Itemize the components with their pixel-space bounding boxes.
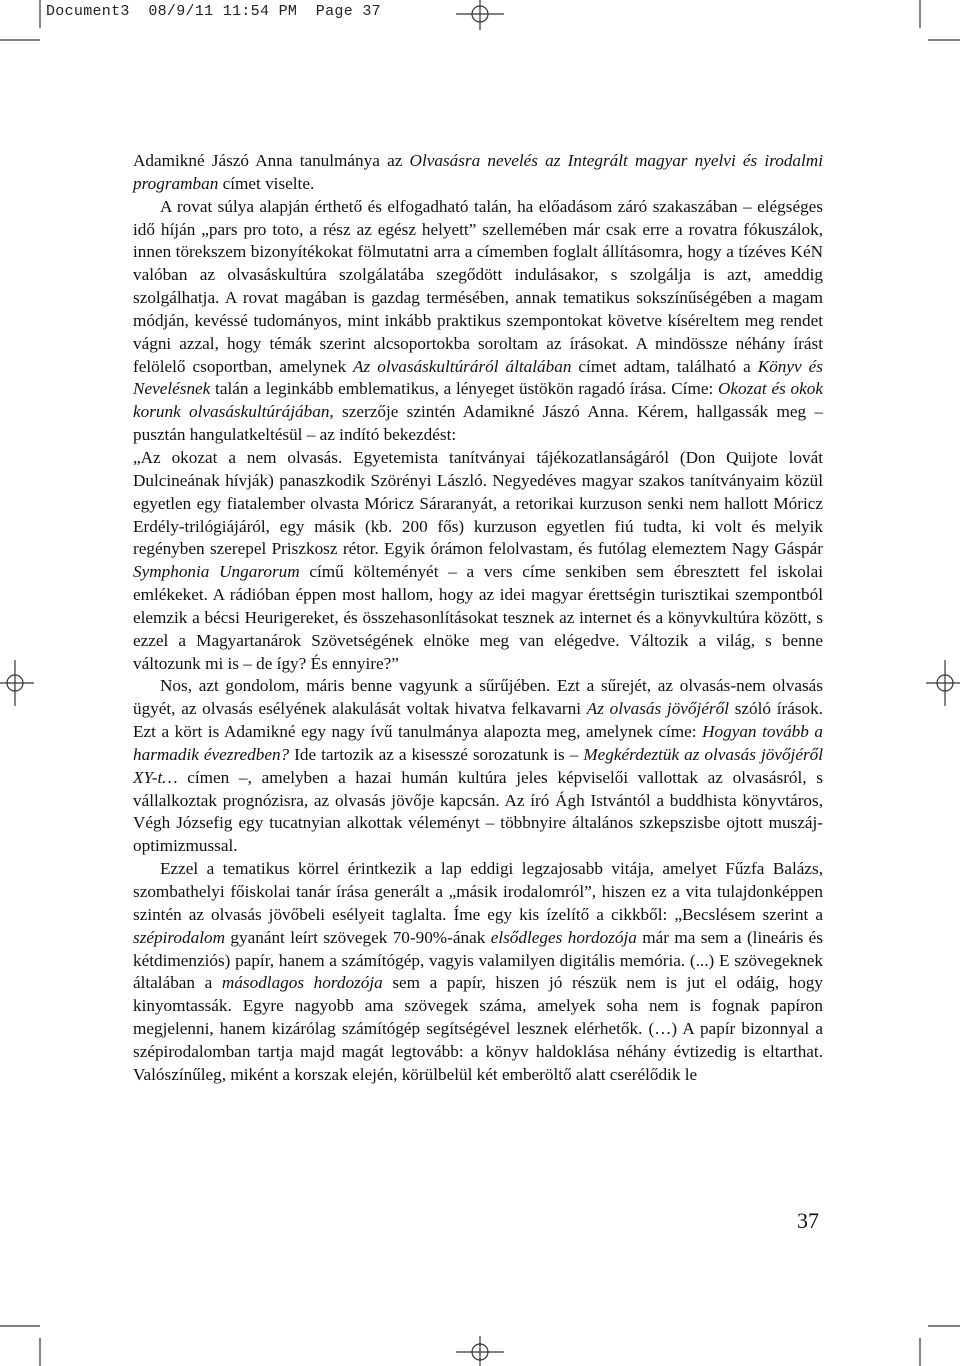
page-number: 37 xyxy=(797,1208,819,1233)
paragraph xyxy=(133,150,823,196)
italic-title-span: Okozat és okok korunk olvasáskultúrájában xyxy=(133,379,823,422)
text-span: „Az okozat a nem olvasás. Egyetemista tanítványai tájékozatlanságáról (Don Quijote lovát Dulcineának hívják) panaszkodik Szörényi László. Negyedéves magyar szakos tanítványaim közül egyetlen egy fiatalember olvasta Móricz Sáraranyát, a retorikai kurzuson senki nem hallott Móricz Erdély-trilógiájáról, egy másik (kb. 200 fős) kurzuson egyetlen fiú tudta, ki volt és melyik regényben szerepel Priszkosz rétor. Egyik órámon felolvastam, és futólag elemeztem Nagy Gáspár xyxy=(133,447,823,559)
italic-title-span: Könyv és Nevelésnek xyxy=(133,356,823,399)
slug-page-label: Page xyxy=(315,3,354,20)
italic-title-span: Olvasásra nevelés az Integrált magyar nyelvi és irodalmi programban xyxy=(133,151,823,193)
text-span: címen –, amelyben a hazai humán kultúra jeles képviselői vallottak az olvasásról, s vállalkoztak prognózisra, az olvasás jövője kapcsán. Az író Ágh Istvántól a buddhista könyvtáros, Végh Józsefig egy tucatnyian alkottak véleményt – többnyire általános szkepszisbe ojtott muszáj-optimizmussal. xyxy=(133,767,823,856)
text-span: címet adtam, található a xyxy=(571,356,758,376)
text-span: Nos, azt gondolom, máris benne vagyunk a sűrűjében. Ezt a sűrejét, az olvasás-nem olvasás ügyét, az olvasás esélyének alakulását voltak hivatva felkavarni xyxy=(133,676,823,719)
print-slug-line xyxy=(46,3,381,20)
italic-title-span: Megkérdeztük az olvasás jövőjéről XY-t… xyxy=(133,744,824,787)
text-span: című költeményét – a vers címe senkiben sem ébresztett fel iskolai emlékeket. A rádióban éppen most hallom, hogy az idei magyar érettségin turisztikai szempontból elemzik a bécsi Heurigereket, és összehasonlításokat tesznek az internet és a könyvkultúra között, s ezzel a Magyartanárok Szövetségének elnöke meg van elégedve. Változik a világ, s benne változunk mi is – de így? És ennyire?” xyxy=(133,562,823,673)
text-span: Adamikné Jászó Anna tanulmánya az xyxy=(133,151,410,170)
slug-time: 11:54 PM xyxy=(222,3,298,20)
text-span: gyanánt leírt szövegek 70-90%-ának xyxy=(225,927,491,947)
italic-title-span: Symphonia Ungarorum xyxy=(133,562,300,582)
slug-date: 08/9/11 xyxy=(148,3,214,20)
slug-page-number: 37 xyxy=(362,3,381,20)
italic-title-span: Az olvasáskultúráról általában xyxy=(353,356,572,376)
italic-title-span: elsődleges hordozója xyxy=(490,927,637,947)
text-span: szóló írások. Ezt a kört is Adamikné egy nagy ívű tanulmánya alapozta meg, amelynek címe: xyxy=(133,699,823,742)
text-span: már ma sem a (lineáris és kétdimenziós) papír, hanem a számítógép, vagyis valamilyen digitális memória. (...) E szövegeknek általában a xyxy=(133,927,823,993)
paragraph xyxy=(133,675,823,858)
text-span: , szerzője szintén Adamikné Jászó Anna. Kérem, hallgassák meg – pusztán hangulatkeltésül – az indító bekezdést: xyxy=(133,402,823,445)
text-span: A rovat súlya alapján érthető és elfogadható talán, ha előadásom záró szakaszában – elégséges idő híján „pars pro toto, a rész az egész helyett” szellemében már csak erre a rovatra fókuszálok, innen törekszem bizonyítékokat fölmutatni arra a címemben foglalt állításomra, hogy a tízéves KéN valóban az olvasáskultúra szolgálatába szegődött indulásakor, s szolgálja is azt, ameddig szolgálhatja. A rovat magában is gazdag termésében, annak tematikus sokszínűségében a magam módján, kevéssé tudományos, mint inkább praktikus szempontokat követve kíséreltem meg rendet vágni azzal, hogy témák szerint alcsoportokba soroltam az írásokat. A mindössze néhány írást felölelő csoportban, amelynek xyxy=(133,196,823,376)
paragraph xyxy=(133,196,823,447)
slug-file-name: Document3 xyxy=(46,3,130,20)
text-span: Ezzel a tematikus körrel érintkezik a lap eddigi legzajosabb vitája, amelyet Fűzfa Balázs, szombathelyi főiskolai tanár írása generált a „másik irodalomról”, hiszen ez a vita tulajdonképpen szintén az olvasás jövőbeli esélyeit taglalta. Íme egy kis ízelítő a cikkből: „Becslésem szerint a xyxy=(133,859,823,924)
text-span: talán a leginkább emblematikus, a lényeget üstökön ragadó írása. Címe: xyxy=(210,379,718,399)
text-span: címet viselte. xyxy=(218,173,315,193)
text-span: sem a papír, hiszen jó részük nem is jut el odáig, hogy kinyomtassák. Egyre nagyobb ama szövegek száma, amelyek soha nem is fognak papíron megjelenni, hanem kizárólag számítógép segítségével lesznek elérhetők. (…) A papír bizonnyal a szépirodalomban tartja majd magát legtovább: a könyv haldoklása néhány évtizedig is eltarthat. Valószínűleg, miként a korszak elején, körülbelül két emberöltő alatt cserélődik le xyxy=(133,973,823,1084)
quoted-paragraph xyxy=(133,447,823,675)
text-span: Ide tartozik az a kisesszé sorozatunk is – xyxy=(289,744,584,764)
italic-title-span: Hogyan tovább a harmadik évezredben? xyxy=(133,722,823,764)
italic-title-span: szépirodalom xyxy=(133,927,225,947)
paragraph xyxy=(133,858,823,1086)
italic-title-span: Az olvasás jövőjéről xyxy=(586,699,729,719)
body-text xyxy=(133,150,823,1087)
italic-title-span: másodlagos hordozója xyxy=(221,973,383,993)
